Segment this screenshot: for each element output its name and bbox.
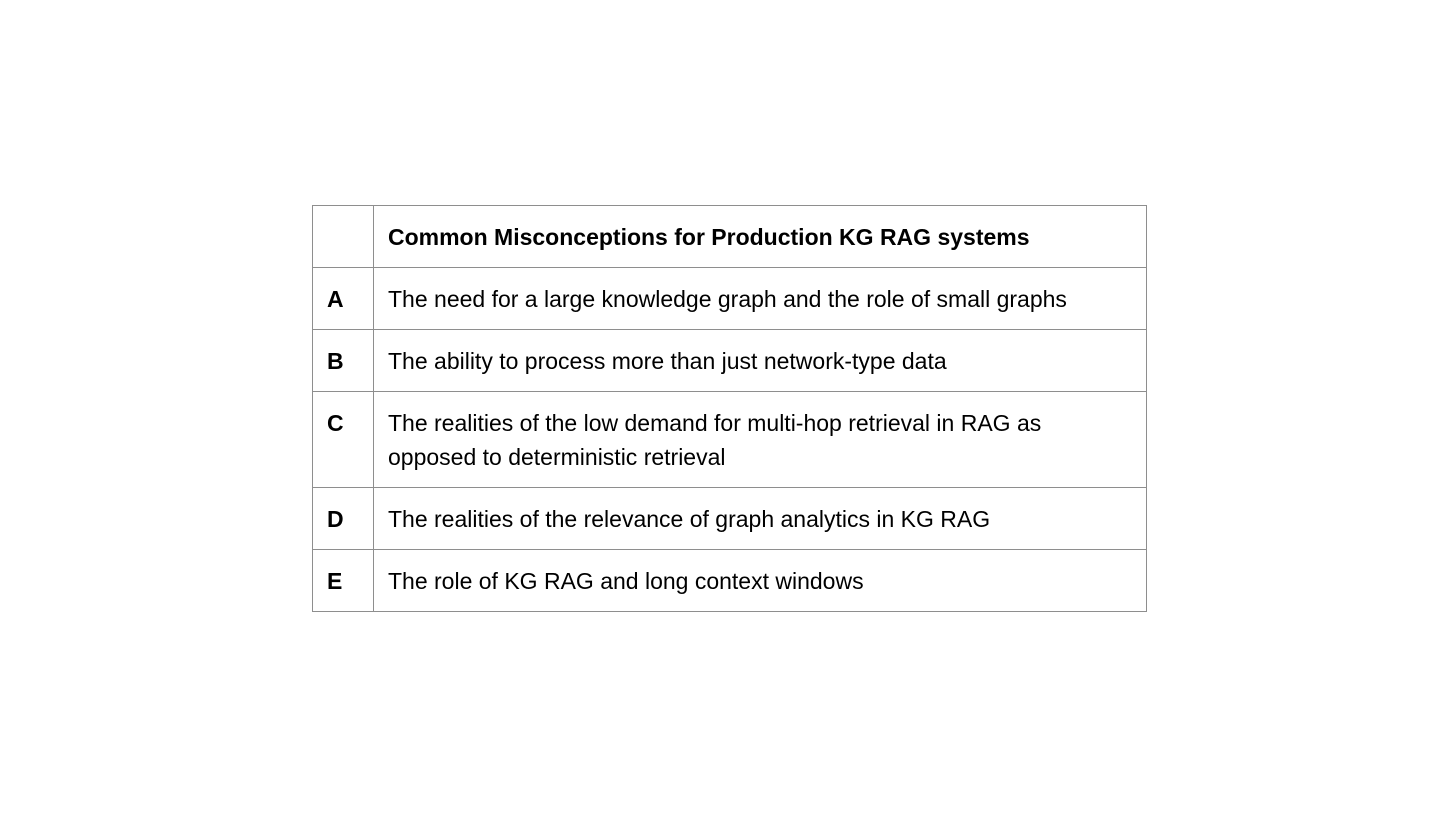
row-text: The realities of the relevance of graph analytics in KG RAG bbox=[374, 488, 1147, 550]
table-row-c bbox=[313, 392, 1147, 488]
row-letter: D bbox=[313, 488, 374, 550]
row-letter: E bbox=[313, 550, 374, 612]
row-letter: A bbox=[313, 268, 374, 330]
row-text: The ability to process more than just network-type data bbox=[374, 330, 1147, 392]
misconceptions-table-container bbox=[312, 205, 1147, 612]
row-text: The realities of the low demand for multi-hop retrieval in RAG as opposed to deterministic retrieval bbox=[374, 392, 1147, 488]
table-header-row bbox=[313, 206, 1147, 268]
table-row-d bbox=[313, 488, 1147, 550]
row-letter: B bbox=[313, 330, 374, 392]
table-title: Common Misconceptions for Production KG RAG systems bbox=[374, 206, 1147, 268]
table-row-b bbox=[313, 330, 1147, 392]
misconceptions-table bbox=[312, 205, 1147, 612]
row-text: The need for a large knowledge graph and the role of small graphs bbox=[374, 268, 1147, 330]
table-row-e bbox=[313, 550, 1147, 612]
row-text: The role of KG RAG and long context windows bbox=[374, 550, 1147, 612]
table-row-a bbox=[313, 268, 1147, 330]
header-corner-cell bbox=[313, 206, 374, 268]
row-letter: C bbox=[313, 392, 374, 488]
